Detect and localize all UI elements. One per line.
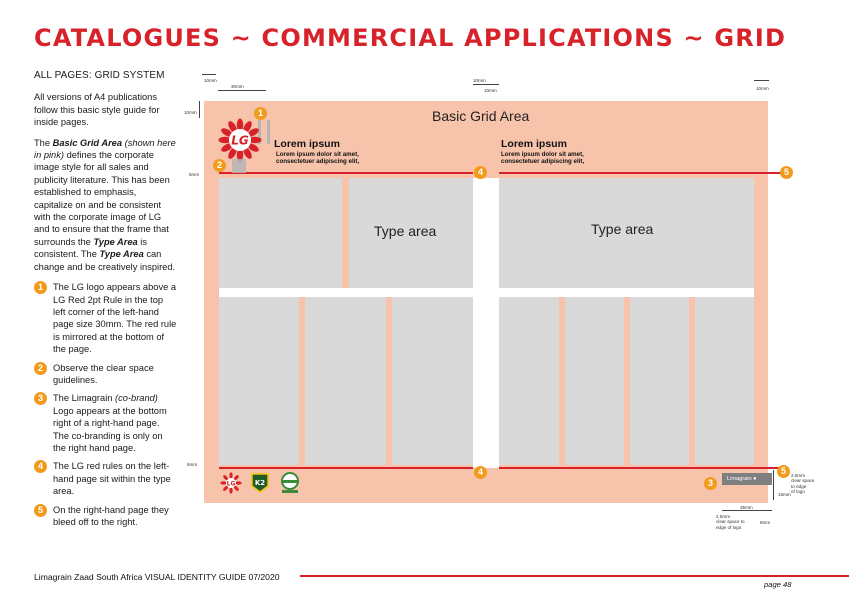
lg-small-logo-text: LG	[226, 480, 236, 488]
callout-number: 5	[34, 504, 47, 517]
text-run: The	[34, 137, 53, 148]
dim-text: edge of logo	[716, 524, 742, 530]
type-area-label-left: Type area	[374, 223, 437, 239]
list-item-text: On the right-hand page they bleed off to the right.	[53, 504, 169, 527]
guideline-list	[34, 281, 177, 528]
column-block	[305, 297, 386, 465]
limagrain-mark-icon: ●	[753, 476, 757, 482]
dim-5mm-top: 5mm	[189, 172, 200, 177]
text-run: defines the corporate image style for all sales and publicity literature. This has been established to emphasis, capitalize on and be consistent with the corporate image of LG and to ensure that the frame that surrounds the	[34, 150, 170, 247]
list-item-text: The LG logo appears above a LG Red 2pt Rule in the top left corner of the left-hand page size 30mm. The red rule is mirrored at the bottom of the page.	[53, 282, 177, 355]
callout-4-top: 4	[474, 166, 487, 179]
column-block	[392, 297, 473, 465]
lg-logo-text: LG	[231, 133, 249, 148]
clear-space-marker	[232, 159, 246, 173]
type-area-label-right: Type area	[591, 221, 654, 237]
lorem-sub-right-1: Lorem ipsum dolor sit amet,	[501, 151, 584, 158]
callout-1: 1	[254, 107, 267, 120]
column-block	[565, 297, 624, 465]
list-item-text: Logo appears at the bottom right of a right-hand page. The co-branding is only on the right hand page.	[53, 405, 167, 453]
callout-5-top: 5	[780, 166, 793, 179]
text-run: can change and be creatively inspired.	[34, 249, 176, 272]
limagrain-label: Limagrain	[727, 476, 752, 482]
dim-35mm: 35mm	[740, 505, 753, 510]
k2-logo-text: K2	[254, 479, 266, 487]
page-number: page 48	[764, 580, 792, 589]
limagrain-co-brand-logo	[722, 473, 772, 485]
list-item	[34, 392, 177, 454]
callout-number: 4	[34, 460, 47, 473]
dim-10mm-center-top: 10mm	[473, 78, 486, 83]
dim-2-5mm-clear-space-bottom	[716, 514, 745, 530]
list-item	[34, 281, 177, 355]
section-title: ALL PAGES: GRID SYSTEM	[34, 70, 165, 81]
dim-2-5mm-clear-space-right	[791, 473, 815, 495]
list-item	[34, 504, 177, 529]
callout-number: 1	[34, 281, 47, 294]
dim-line	[202, 74, 216, 75]
type-area-left-top-a	[219, 178, 342, 288]
dim-text: 2.5mm	[716, 514, 731, 519]
callout-3: 3	[704, 477, 717, 490]
callout-number: 2	[34, 362, 47, 375]
seed-brand-logo	[278, 471, 302, 495]
footer-red-rule	[300, 575, 849, 577]
type-area-term: Type Area	[99, 249, 144, 260]
text-run: is consistent. The	[34, 236, 148, 260]
footer-text: Limagrain Zaad South Africa VISUAL IDENTITY GUIDE 07/2020	[34, 572, 280, 582]
lorem-sub-left-1: Lorem ipsum dolor sit amet,	[276, 151, 359, 158]
grid-area-paragraph	[34, 137, 177, 273]
page-title: CATALOGUES ~ COMMERCIAL APPLICATIONS ~ GRID	[34, 24, 787, 52]
lg-small-logo	[220, 472, 242, 494]
dim-10mm-vertical: 10mm	[184, 110, 197, 115]
dim-text: clear space to	[716, 519, 745, 525]
callout-2: 2	[213, 159, 226, 172]
dim-8mm: 8mm	[760, 520, 771, 525]
dim-5mm-bottom: 5mm	[187, 462, 198, 467]
dim-15mm: 15mm	[778, 492, 791, 497]
dim-30mm: 30mm	[231, 84, 244, 89]
dim-text: clear space	[791, 478, 815, 484]
column-block	[499, 297, 559, 465]
column-block	[219, 297, 299, 465]
k2-logo	[250, 472, 270, 494]
basic-grid-area-term: Basic Grid Area	[52, 137, 123, 148]
red-rule-bottom-right	[499, 467, 781, 469]
left-text-column	[34, 70, 177, 534]
dim-line	[199, 101, 200, 118]
lorem-sub-right-2: consectetuer adipiscing elit,	[501, 158, 585, 165]
dim-text: of logo	[791, 489, 805, 495]
red-rule-top-right	[499, 172, 781, 174]
dim-text: 2.5mm	[791, 473, 806, 478]
callout-5-bottom: 5	[777, 465, 790, 478]
red-rule-bottom-left	[219, 467, 473, 469]
list-item-text: Observe the clear space guidelines.	[53, 362, 154, 385]
callout-number: 3	[34, 392, 47, 405]
row-gutter	[219, 288, 754, 297]
dim-line	[773, 470, 774, 500]
callout-4-bottom: 4	[474, 466, 487, 479]
basic-grid-area-label: Basic Grid Area	[432, 108, 530, 124]
co-brand-note: (co-brand)	[115, 393, 158, 404]
lorem-heading-left: Lorem ipsum	[274, 138, 340, 150]
column-block	[630, 297, 689, 465]
dim-line	[754, 80, 769, 81]
dim-10mm-right: 10mm	[756, 86, 769, 91]
type-area-term: Type Area	[93, 236, 138, 247]
page-spine	[473, 178, 499, 468]
column-block	[695, 297, 754, 465]
shown-in-pink-note: (shown here in pink)	[34, 137, 176, 161]
dim-line	[473, 84, 499, 85]
list-item	[34, 362, 177, 387]
dim-line	[218, 90, 266, 91]
dim-text: to edge	[791, 483, 807, 489]
dim-10mm-center-bottom: 10mm	[484, 88, 497, 93]
list-item	[34, 460, 177, 497]
list-item-text: The LG red rules on the left-hand page sit within the type area.	[53, 461, 171, 497]
list-item-text: The Limagrain	[53, 393, 116, 404]
dim-10mm-left: 10mm	[204, 78, 217, 83]
lorem-heading-right: Lorem ipsum	[501, 138, 567, 150]
intro-paragraph: All versions of A4 publications follow this basic style guide for inside pages.	[34, 92, 160, 128]
lorem-sub-left-2: consectetuer adipiscing elit,	[276, 158, 360, 165]
